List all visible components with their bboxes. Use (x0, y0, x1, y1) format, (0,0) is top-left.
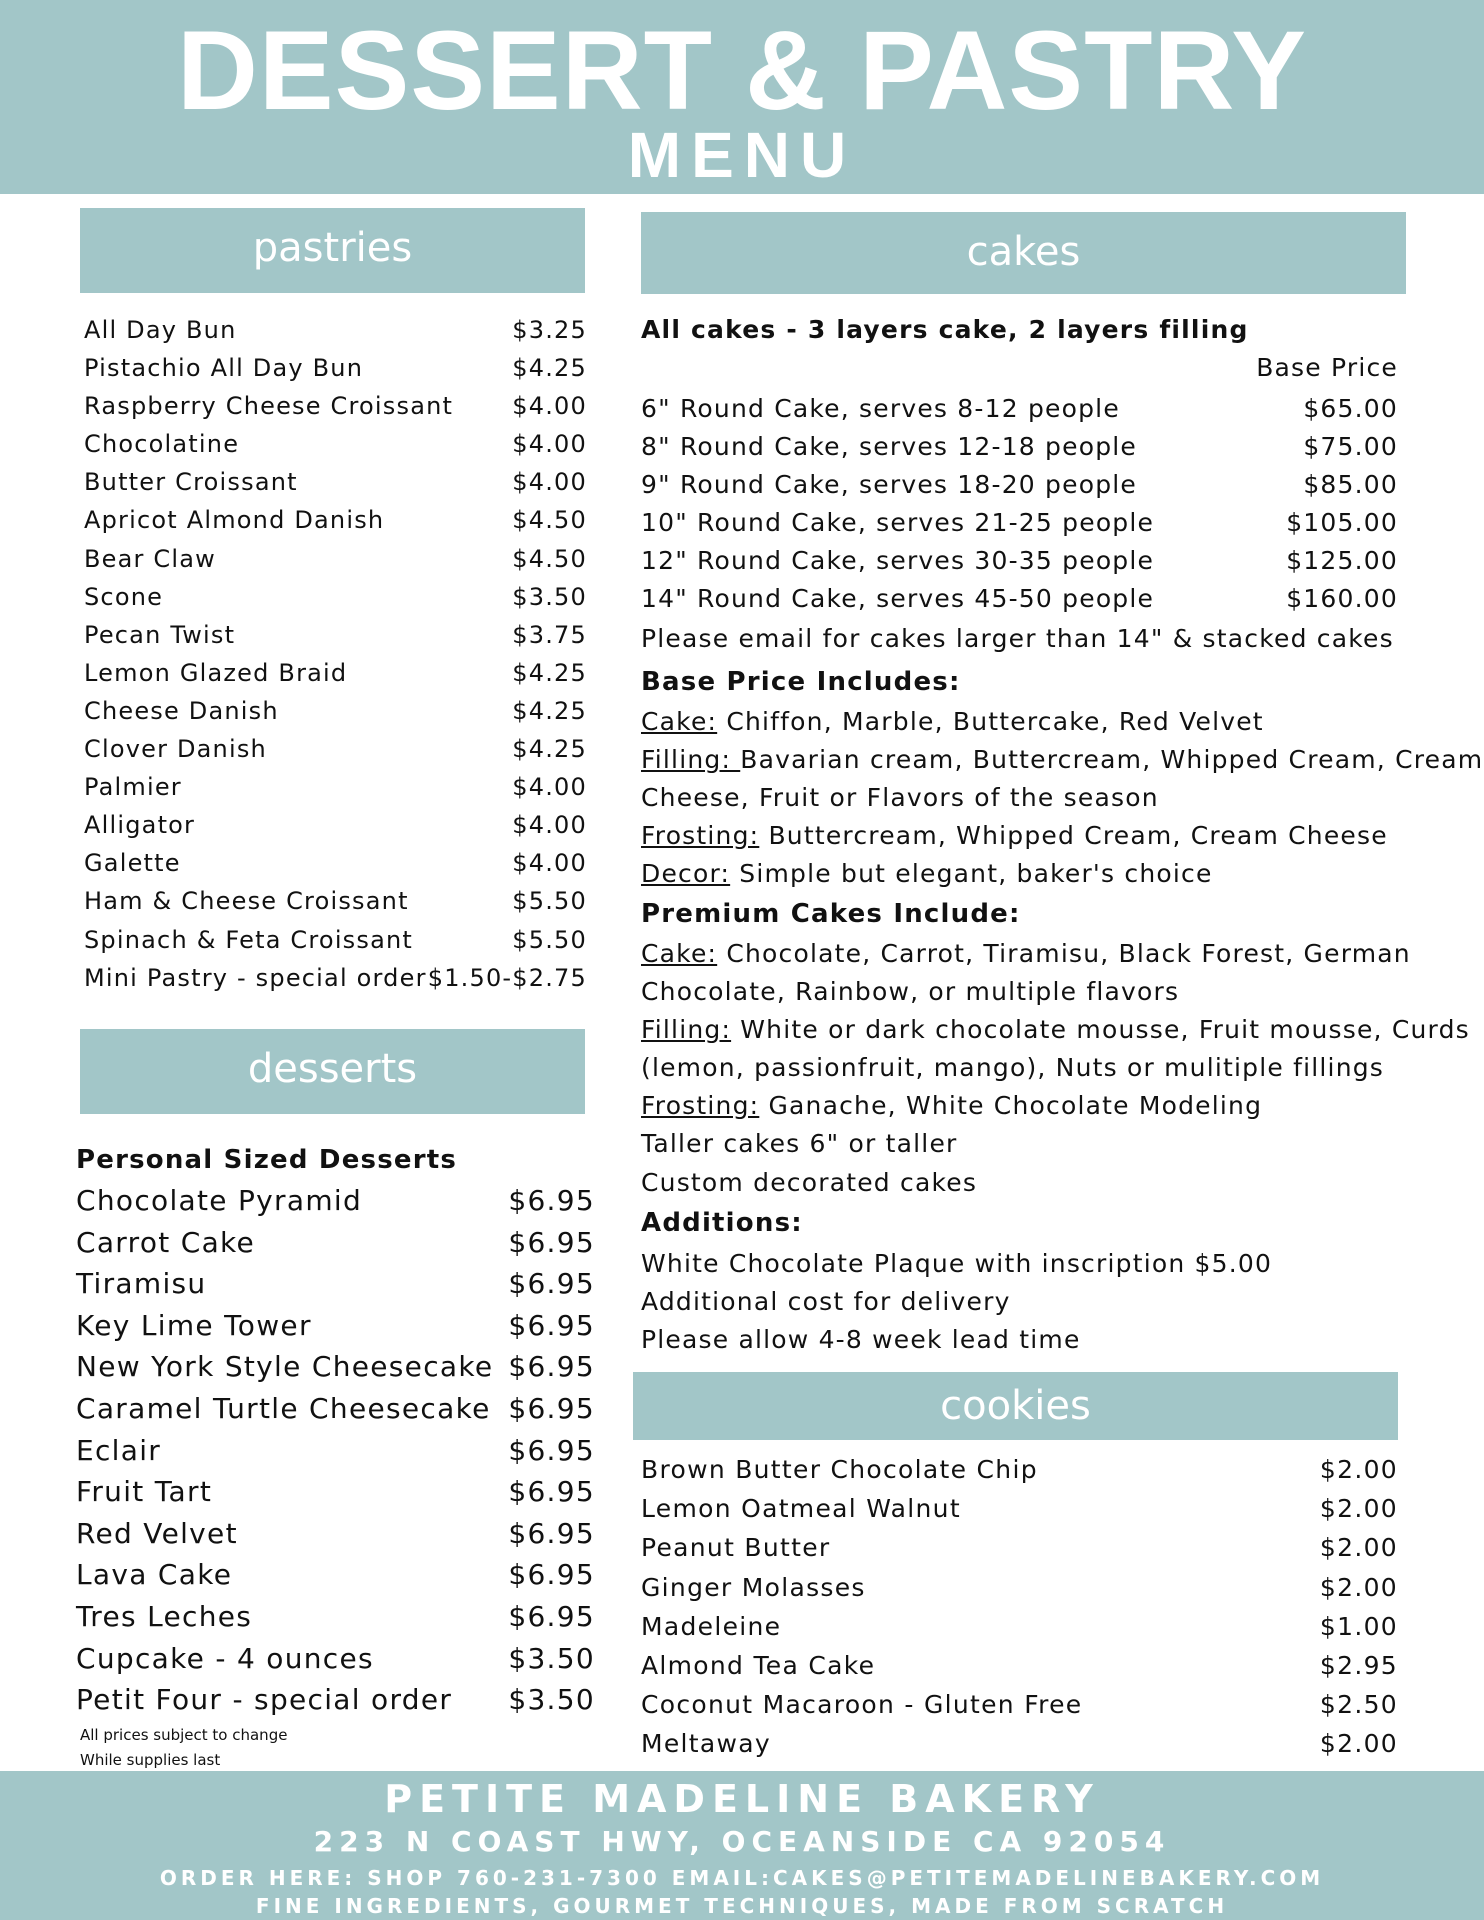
base-includes-heading: Base Price Includes: (641, 667, 961, 697)
cake-size-list (641, 390, 1398, 619)
order-info: ORDER HERE: SHOP 760-231-7300 EMAIL:CAKES@PETITEMADELINEBAKERY.COM (159, 1866, 1325, 1890)
list-item: Apricot Almond Danish $4.50 (84, 506, 587, 535)
list-item: Mini Pastry - special order $1.50-$2.75 (84, 963, 587, 992)
larger-cakes-note: Please email for cakes larger than 14" & stacked cakes (641, 624, 1394, 653)
list-item: Key Lime Tower $6.95 (76, 1308, 595, 1342)
cakes-intro: All cakes - 3 layers cake, 2 layers filling (641, 315, 1249, 344)
list-item: All Day Bun $3.25 (84, 316, 587, 344)
base-price-label: Base Price (1256, 353, 1398, 382)
list-item: Bear Claw $4.50 (84, 544, 587, 573)
premium-frosting-line: Frosting: Ganache, White Chocolate Modeling (641, 1091, 1263, 1120)
list-item: Caramel Turtle Cheesecake $6.95 (76, 1391, 595, 1425)
bakery-name: PETITE MADELINE BAKERY (384, 1777, 1100, 1821)
list-item: Ham & Cheese Croissant $5.50 (84, 887, 587, 916)
list-item: Red Velvet $6.95 (76, 1516, 595, 1550)
cakes-header: cakes (641, 212, 1406, 294)
list-item: Chocolatine $4.00 (84, 430, 587, 459)
list-item: Alligator $4.00 (84, 811, 587, 840)
bakery-address: 223 N COAST HWY, OCEANSIDE CA 92054 (313, 1825, 1171, 1858)
list-item: Raspberry Cheese Croissant $4.00 (84, 392, 587, 421)
premium-filling-line-2: (lemon, passionfruit, mango), Nuts or mulitiple fillings (641, 1053, 1385, 1082)
additions-line: White Chocolate Plaque with inscription $5.00 (641, 1249, 1273, 1278)
list-item: Peanut Butter $2.00 (641, 1533, 1398, 1563)
list-item: Carrot Cake $6.95 (76, 1225, 595, 1259)
premium-filling-line: Filling: White or dark chocolate mousse, Fruit mousse, Curds (641, 1015, 1470, 1044)
menu-title: DESSERT & PASTRY (177, 8, 1307, 133)
premium-cake-line: Cake: Chocolate, Carrot, Tiramisu, Black Forest, German (641, 939, 1411, 968)
premium-heading: Premium Cakes Include: (641, 899, 1021, 929)
cookies-header: cookies (633, 1372, 1398, 1440)
list-item: Petit Four - special order $3.50 (76, 1683, 595, 1717)
taller-cakes-line: Taller cakes 6" or taller (641, 1129, 958, 1158)
list-item: Ginger Molasses $2.00 (641, 1572, 1398, 1602)
list-item: 14" Round Cake, serves 45-50 people $160.00 (641, 584, 1398, 614)
list-item: 9" Round Cake, serves 18-20 people $85.00 (641, 470, 1398, 500)
desserts-list (76, 1180, 595, 1721)
list-item: Lemon Glazed Braid $4.25 (84, 658, 587, 687)
tagline: FINE INGREDIENTS, GOURMET TECHNIQUES, MADE FROM SCRATCH (255, 1894, 1229, 1918)
list-item: Spinach & Feta Croissant $5.50 (84, 925, 587, 954)
list-item: New York Style Cheesecake $6.95 (76, 1350, 595, 1384)
base-frosting-line: Frosting: Buttercream, Whipped Cream, Cream Cheese (641, 821, 1388, 850)
custom-cakes-line: Custom decorated cakes (641, 1168, 978, 1197)
cookies-list (641, 1450, 1398, 1764)
list-item: Lava Cake $6.95 (76, 1558, 595, 1592)
list-item: 10" Round Cake, serves 21-25 people $105.00 (641, 508, 1398, 538)
pastries-header: pastries (80, 208, 585, 293)
list-item: Cheese Danish $4.25 (84, 696, 587, 725)
list-item: Pistachio All Day Bun $4.25 (84, 354, 587, 383)
list-item: 12" Round Cake, serves 30-35 people $125.00 (641, 546, 1398, 576)
list-item: 6" Round Cake, serves 8-12 people $65.00 (641, 394, 1398, 423)
base-decor-line: Decor: Simple but elegant, baker's choice (641, 859, 1213, 888)
list-item: Eclair $6.95 (76, 1433, 595, 1467)
desserts-subheading: Personal Sized Desserts (76, 1145, 458, 1175)
list-item: Meltaway $2.00 (641, 1729, 1398, 1759)
additions-heading: Additions: (641, 1208, 803, 1238)
menu-subtitle: MENU (627, 119, 857, 191)
list-item: Butter Croissant $4.00 (84, 468, 587, 497)
base-cake-line: Cake: Chiffon, Marble, Buttercake, Red Velvet (641, 707, 1264, 736)
list-item: Fruit Tart $6.95 (76, 1475, 595, 1509)
header-banner (0, 0, 1484, 194)
list-item: Tres Leches $6.95 (76, 1599, 595, 1633)
premium-cake-line-2: Chocolate, Rainbow, or multiple flavors (641, 977, 1180, 1006)
list-item: Scone $3.50 (84, 582, 587, 611)
list-item: Coconut Macaroon - Gluten Free $2.50 (641, 1690, 1398, 1720)
additions-line: Please allow 4-8 week lead time (641, 1325, 1081, 1354)
list-item: Palmier $4.00 (84, 773, 587, 802)
list-item: Pecan Twist $3.75 (84, 620, 587, 649)
list-item: Galette $4.00 (84, 849, 587, 878)
base-filling-line: Filling: Bavarian cream, Buttercream, Whipped Cream, Cream (641, 745, 1484, 774)
desserts-header: desserts (80, 1029, 585, 1114)
supply-note: While supplies last (80, 1751, 221, 1769)
list-item: Cupcake - 4 ounces $3.50 (76, 1641, 595, 1675)
base-filling-line-2: Cheese, Fruit or Flavors of the season (641, 783, 1159, 812)
price-note: All prices subject to change (80, 1726, 288, 1744)
list-item: Clover Danish $4.25 (84, 735, 587, 764)
additions-line: Additional cost for delivery (641, 1287, 1011, 1316)
list-item: Chocolate Pyramid $6.95 (76, 1184, 595, 1217)
list-item: Brown Butter Chocolate Chip $2.00 (641, 1455, 1398, 1484)
list-item: Madeleine $1.00 (641, 1611, 1398, 1641)
list-item: Lemon Oatmeal Walnut $2.00 (641, 1494, 1398, 1524)
list-item: Tiramisu $6.95 (76, 1267, 595, 1301)
list-item: 8" Round Cake, serves 12-18 people $75.00 (641, 432, 1398, 462)
footer-banner (0, 1771, 1484, 1920)
list-item: Almond Tea Cake $2.95 (641, 1650, 1398, 1680)
pastries-list (84, 311, 587, 997)
